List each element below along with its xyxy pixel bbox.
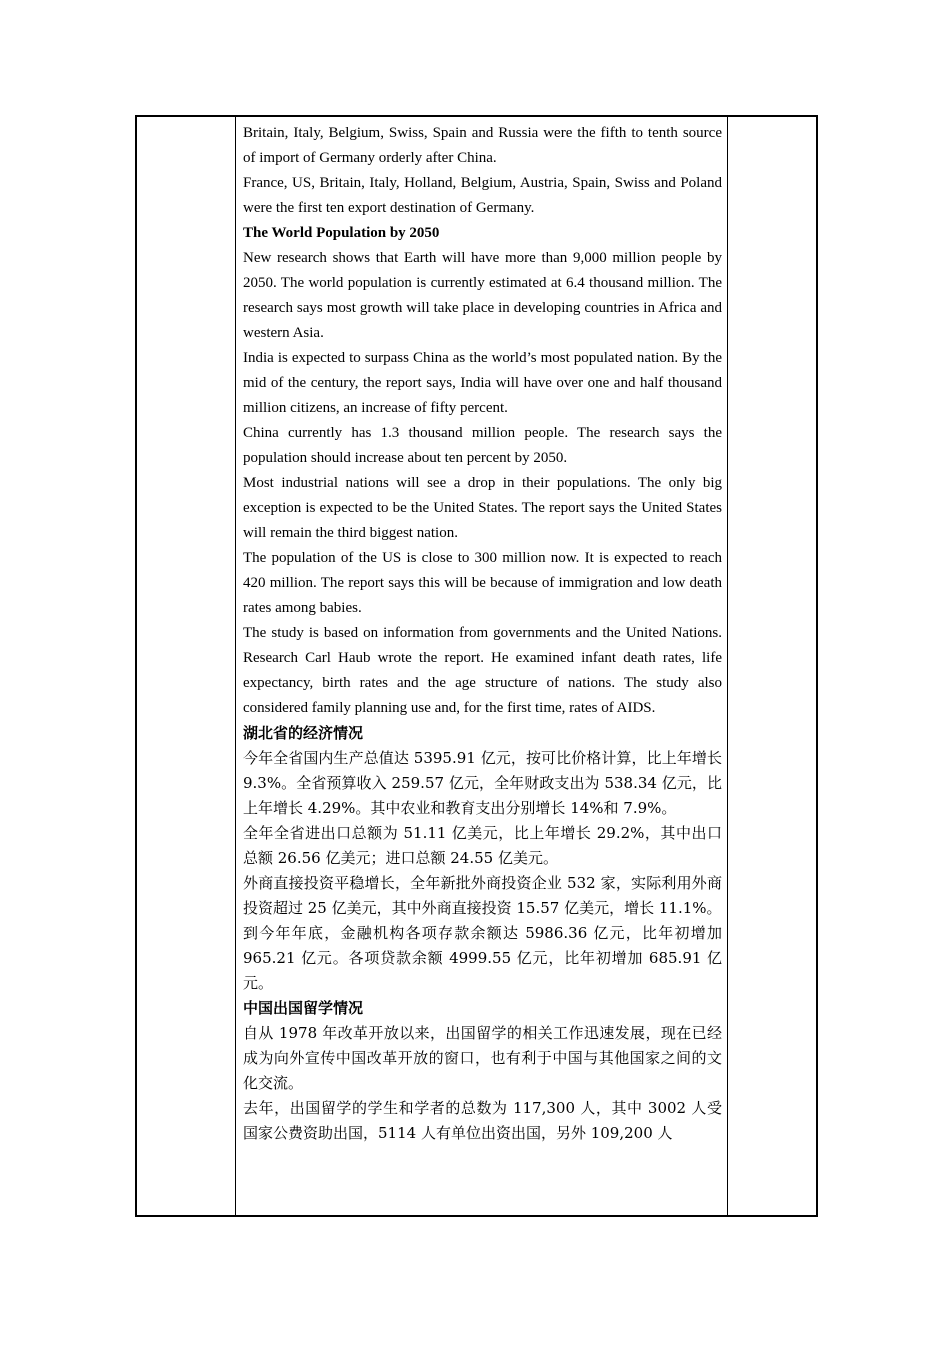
paragraph: 全年全省进出口总额为 51.11 亿美元，比上年增长 29.2%，其中出口总额 26.56 亿美元；进口总额 24.55 亿美元。 (243, 824, 722, 867)
section-heading: 湖北省的经济情况 (243, 724, 364, 742)
section-heading: The World Population by 2050 (243, 225, 440, 241)
paragraph: The population of the US is close to 300 million now. It is expected to reach 420 million. The report says this will be because of immigration and low death rates among babies. (243, 550, 722, 616)
paragraph: Most industrial nations will see a drop in their populations. The only big exception is expected to be the United States. The report says the United States will remain the third biggest nation. (243, 475, 722, 541)
paragraph: China currently has 1.3 thousand million people. The research says the population should increase about ten percent by 2050. (243, 425, 722, 466)
paragraph: New research shows that Earth will have more than 9,000 million people by 2050. The world population is currently estimated at 6.4 thousand million. The research says most growth will take place in developing countries in Africa and western Asia. (243, 250, 722, 341)
paragraph: India is expected to surpass China as the world’s most populated nation. By the mid of the century, the report says, India will have over one and half thousand million citizens, an increase of fifty percent. (243, 350, 722, 416)
paragraph: 自从 1978 年改革开放以来，出国留学的相关工作迅速发展，现在已经成为向外宣传中国改革开放的窗口，也有利于中国与其他国家之间的文化交流。 (243, 1024, 722, 1092)
paragraph: 外商直接投资平稳增长，全年新批外商投资企业 532 家，实际利用外商投资超过 25 亿美元，其中外商直接投资 15.57 亿美元，增长 11.1%。 (243, 874, 722, 917)
source-text-column (243, 121, 722, 1146)
paragraph: 到今年年底，金融机构各项存款余额达 5986.36 亿元，比年初增加 965.21 亿元。各项贷款余额 4999.55 亿元，比年初增加 685.91 亿元。 (243, 924, 722, 992)
translation-table (135, 115, 818, 1217)
paragraph: France, US, Britain, Italy, Holland, Belgium, Austria, Spain, Swiss and Poland were the first ten export destination of Germany. (243, 175, 722, 216)
paragraph: 今年全省国内生产总值达 5395.91 亿元，按可比价格计算，比上年增长 9.3%。全省预算收入 259.57 亿元，全年财政支出为 538.34 亿元，比上年增长 4.29%。其中农业和教育支出分别增长 14%和 7.9%。 (243, 749, 722, 817)
table-left-column (137, 117, 236, 1215)
paragraph: Britain, Italy, Belgium, Swiss, Spain and Russia were the fifth to tenth source of import of Germany orderly after China. (243, 125, 722, 166)
paragraph: 去年，出国留学的学生和学者的总数为 117,300 人，其中 3002 人受国家公费资助出国，5114 人有单位出资出国，另外 109,200 人 (243, 1099, 722, 1142)
section-heading: 中国出国留学情况 (243, 999, 364, 1017)
table-right-column (727, 117, 816, 1215)
paragraph: The study is based on information from governments and the United Nations. Research Carl Haub wrote the report. He examined infant death rates, life expectancy, birth rates and the age structure of nations. The study also considered family planning use and, for the first time, rates of AIDS. (243, 625, 722, 716)
